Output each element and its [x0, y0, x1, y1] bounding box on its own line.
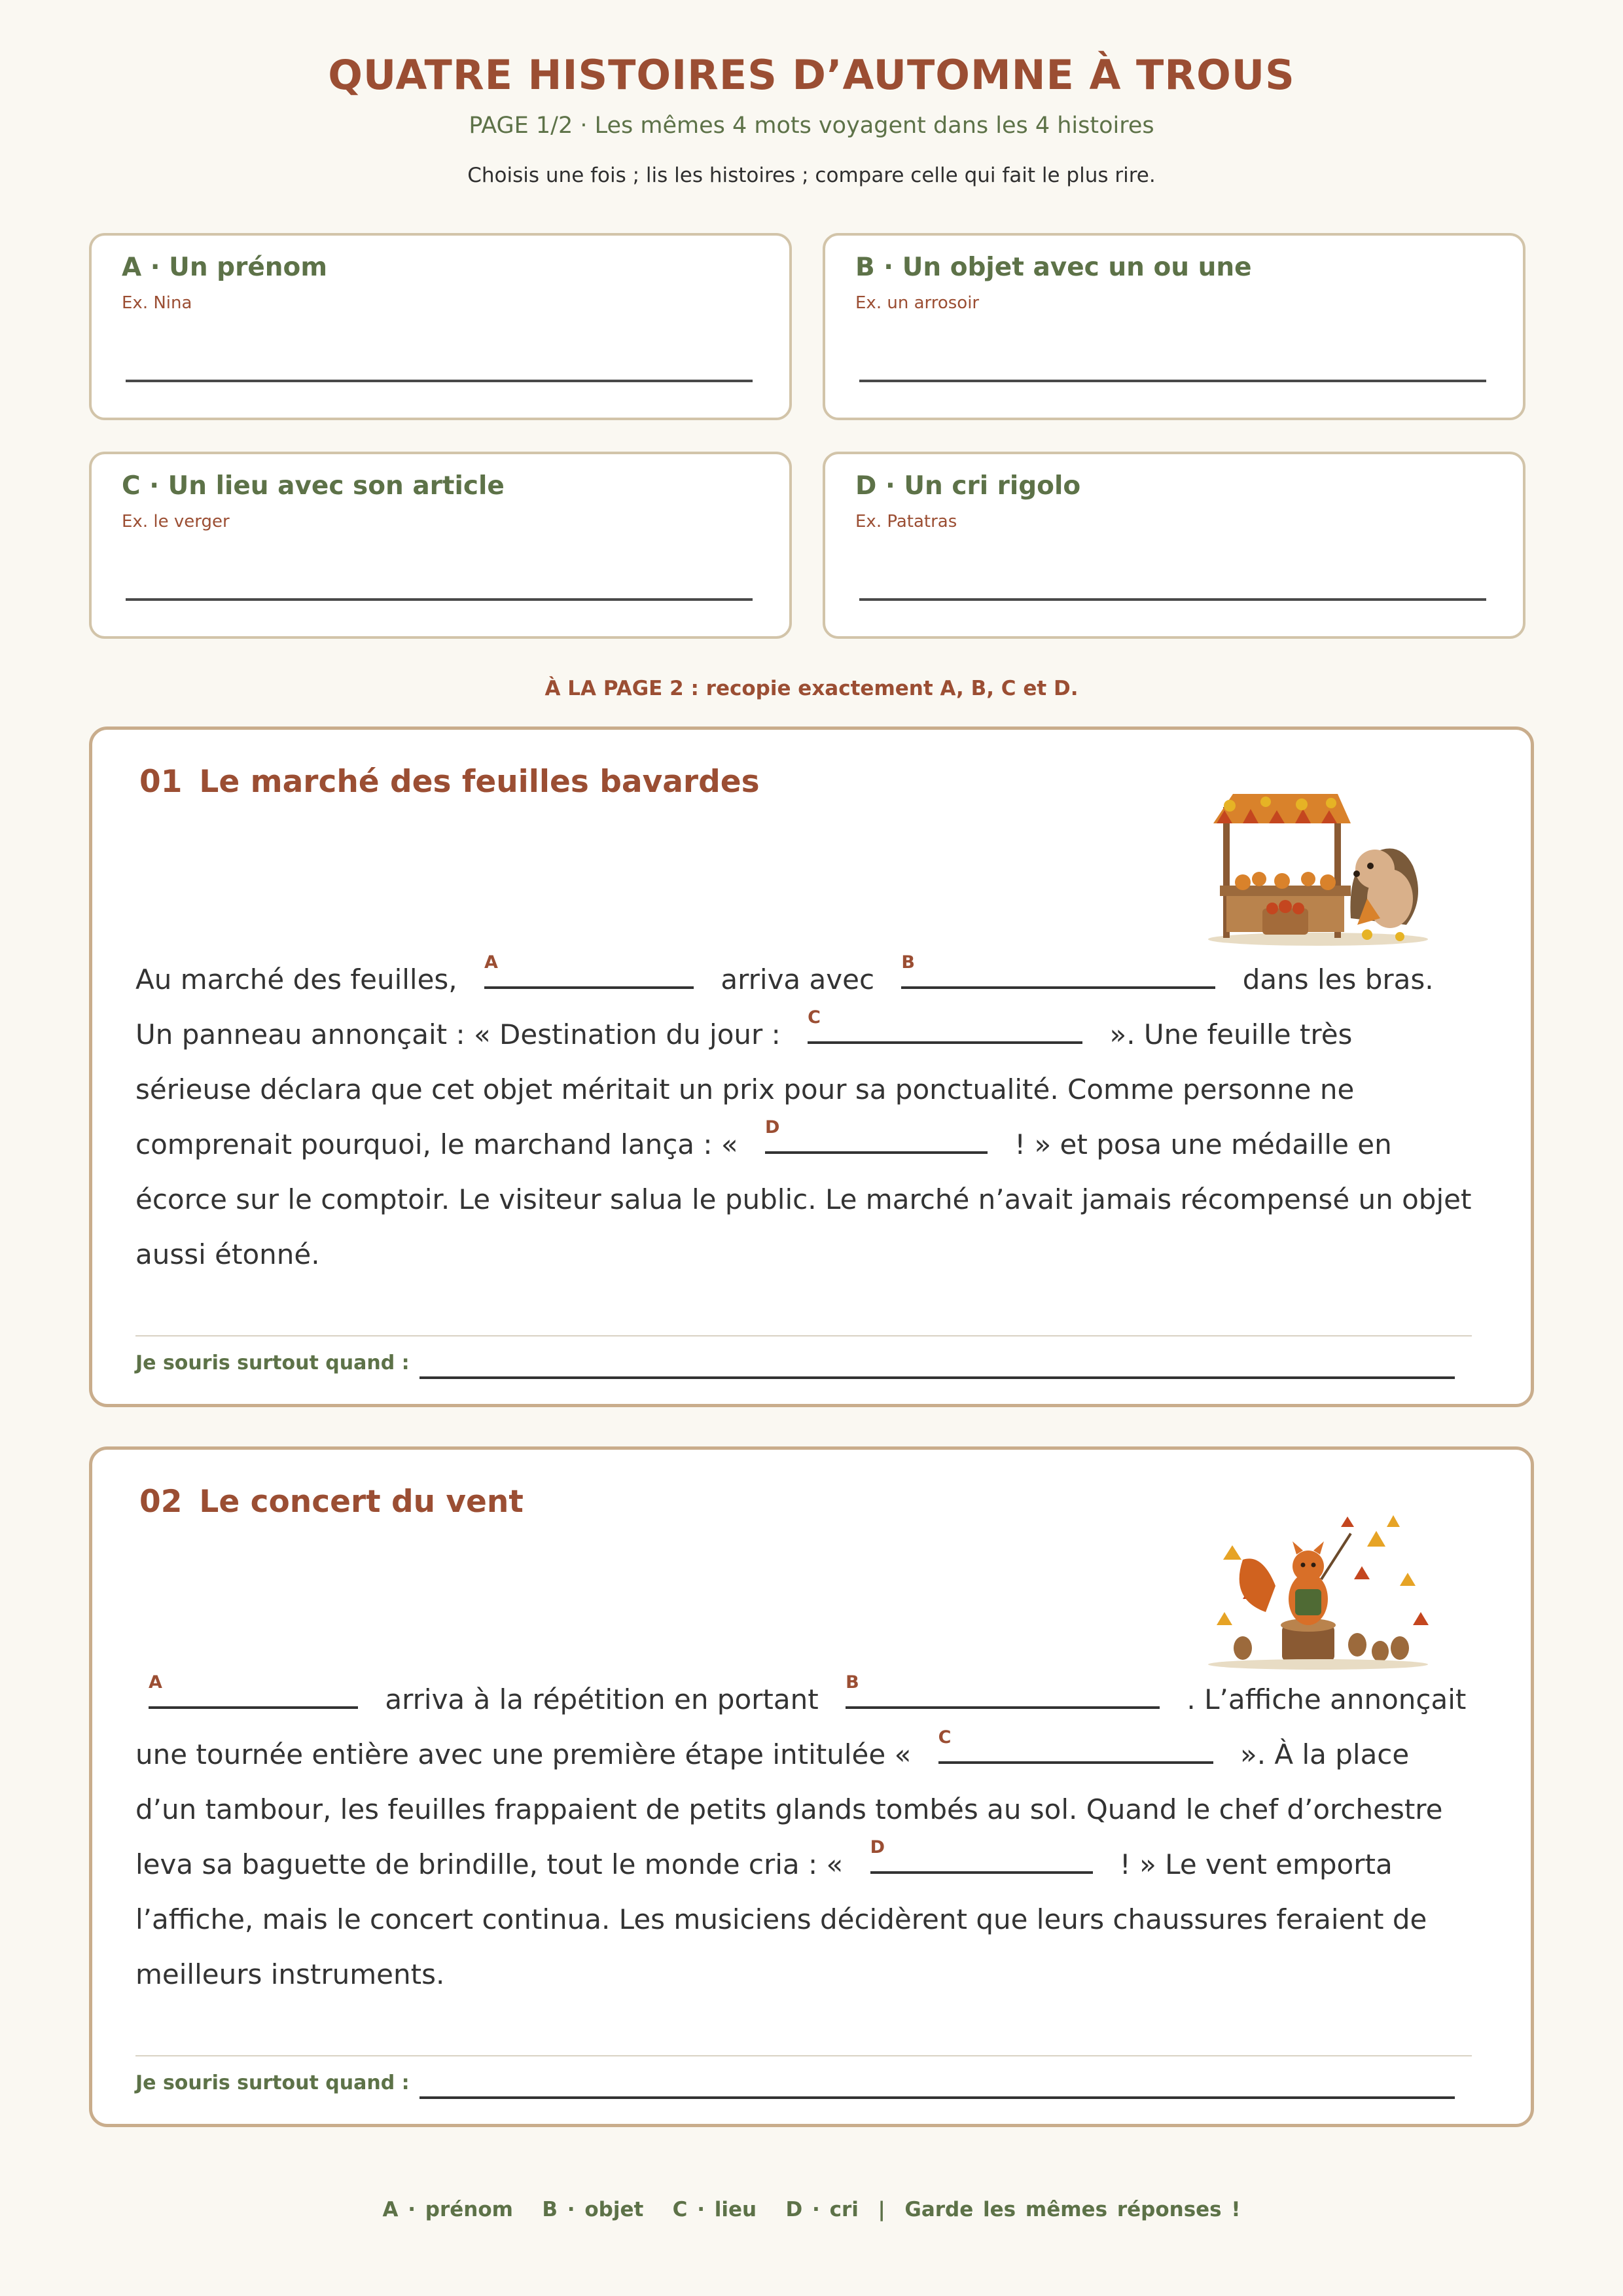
story-heading: [139, 1484, 524, 1520]
blank-letter: B: [846, 1672, 859, 1693]
word-box-b: [823, 233, 1525, 420]
word-d-write-line[interactable]: [859, 598, 1486, 601]
word-box-c: [89, 452, 792, 639]
story-text-part: ! » et posa une médaille en écorce sur le comptoir. Le visiteur salua le public. Le marché n’avait jamais récompensé un objet aussi étonné.: [135, 1128, 1472, 1270]
blank-letter: A: [484, 952, 498, 973]
footer-reminder: A · prénom B · objet C · lieu D · cri | Garde les mêmes réponses !: [382, 2198, 1241, 2221]
word-box-d: [823, 452, 1525, 639]
blank-d[interactable]: [870, 1837, 1093, 1874]
blank-letter: A: [149, 1672, 162, 1693]
word-box-title: B · Un objet avec un ou une: [855, 253, 1252, 282]
instructions: Choisis une fois ; lis les histoires ; compare celle qui fait le plus rire.: [467, 164, 1156, 187]
divider: [135, 1335, 1472, 1336]
word-box-example: Ex. Patatras: [855, 512, 957, 531]
story-number: 01: [139, 764, 183, 800]
word-c-write-line[interactable]: [126, 598, 753, 601]
story-text-part: arriva avec: [721, 963, 875, 996]
divider: [135, 2055, 1472, 2056]
blank-c[interactable]: [808, 1007, 1082, 1044]
word-box-example: Ex. Nina: [122, 293, 192, 313]
story-text-part: . L’affiche annonçait une tournée entière avec une première étape intitulée «: [135, 1683, 1467, 1770]
story-title: Le concert du vent: [199, 1484, 524, 1520]
story-text: [135, 952, 1472, 1282]
blank-b[interactable]: [846, 1672, 1160, 1709]
story-text-part: ». À la place d’un tambour, les feuilles frappaient de petits glands tombés au sol. Quand le chef d’orchestre leva sa baguette de brindille, tout le monde cria : «: [135, 1738, 1443, 1880]
story-text-part: arriva à la répétition en portant: [385, 1683, 819, 1715]
story-number: 02: [139, 1484, 183, 1520]
page-note: À LA PAGE 2 : recopie exactement A, B, C et D.: [544, 677, 1079, 700]
blank-letter: C: [938, 1727, 952, 1748]
blank-a[interactable]: [484, 952, 694, 989]
story-card-2: [89, 1446, 1534, 2127]
blank-letter: C: [808, 1007, 821, 1028]
word-box-a: [89, 233, 792, 420]
story-text-part: Au marché des feuilles,: [135, 963, 457, 996]
smile-label: Je souris surtout quand :: [135, 2072, 410, 2094]
blank-letter: D: [870, 1837, 885, 1857]
smile-answer-line[interactable]: [419, 1376, 1455, 1379]
squirrel-conductor-illustration: [1204, 1507, 1433, 1671]
story-heading: [139, 764, 760, 800]
blank-c[interactable]: [938, 1727, 1213, 1764]
hedgehog-market-illustration: [1204, 787, 1433, 951]
blank-b[interactable]: [901, 952, 1215, 989]
story-text-part: ! » Le vent emporta l’affiche, mais le concert continua. Les musiciens décidèrent que leurs chaussures feraient de meilleurs instruments.: [135, 1848, 1427, 1990]
page-title: QUATRE HISTOIRES D’AUTOMNE À TROUS: [328, 51, 1295, 99]
story-title: Le marché des feuilles bavardes: [199, 764, 760, 800]
word-box-title: D · Un cri rigolo: [855, 471, 1081, 501]
blank-letter: B: [901, 952, 915, 973]
story-text-part: ». Une feuille très sérieuse déclara que cet objet méritait un prix pour sa ponctualité. Comme personne ne comprenait pourquoi, le marchand lança : «: [135, 1018, 1355, 1160]
word-a-write-line[interactable]: [126, 380, 753, 382]
word-box-example: Ex. le verger: [122, 512, 230, 531]
smile-label: Je souris surtout quand :: [135, 1352, 410, 1374]
blank-a[interactable]: [149, 1672, 358, 1709]
story-text: [135, 1672, 1472, 2002]
story-card-1: [89, 726, 1534, 1407]
word-box-example: Ex. un arrosoir: [855, 293, 980, 313]
story-text-part: dans les bras. Un panneau annonçait : « Destination du jour :: [135, 963, 1434, 1050]
smile-answer-line[interactable]: [419, 2096, 1455, 2099]
blank-d[interactable]: [764, 1117, 988, 1154]
word-box-title: A · Un prénom: [122, 253, 327, 282]
word-box-title: C · Un lieu avec son article: [122, 471, 505, 501]
word-b-write-line[interactable]: [859, 380, 1486, 382]
page-subtitle: PAGE 1/2 · Les mêmes 4 mots voyagent dans les 4 histoires: [469, 113, 1154, 139]
blank-letter: D: [764, 1117, 780, 1138]
